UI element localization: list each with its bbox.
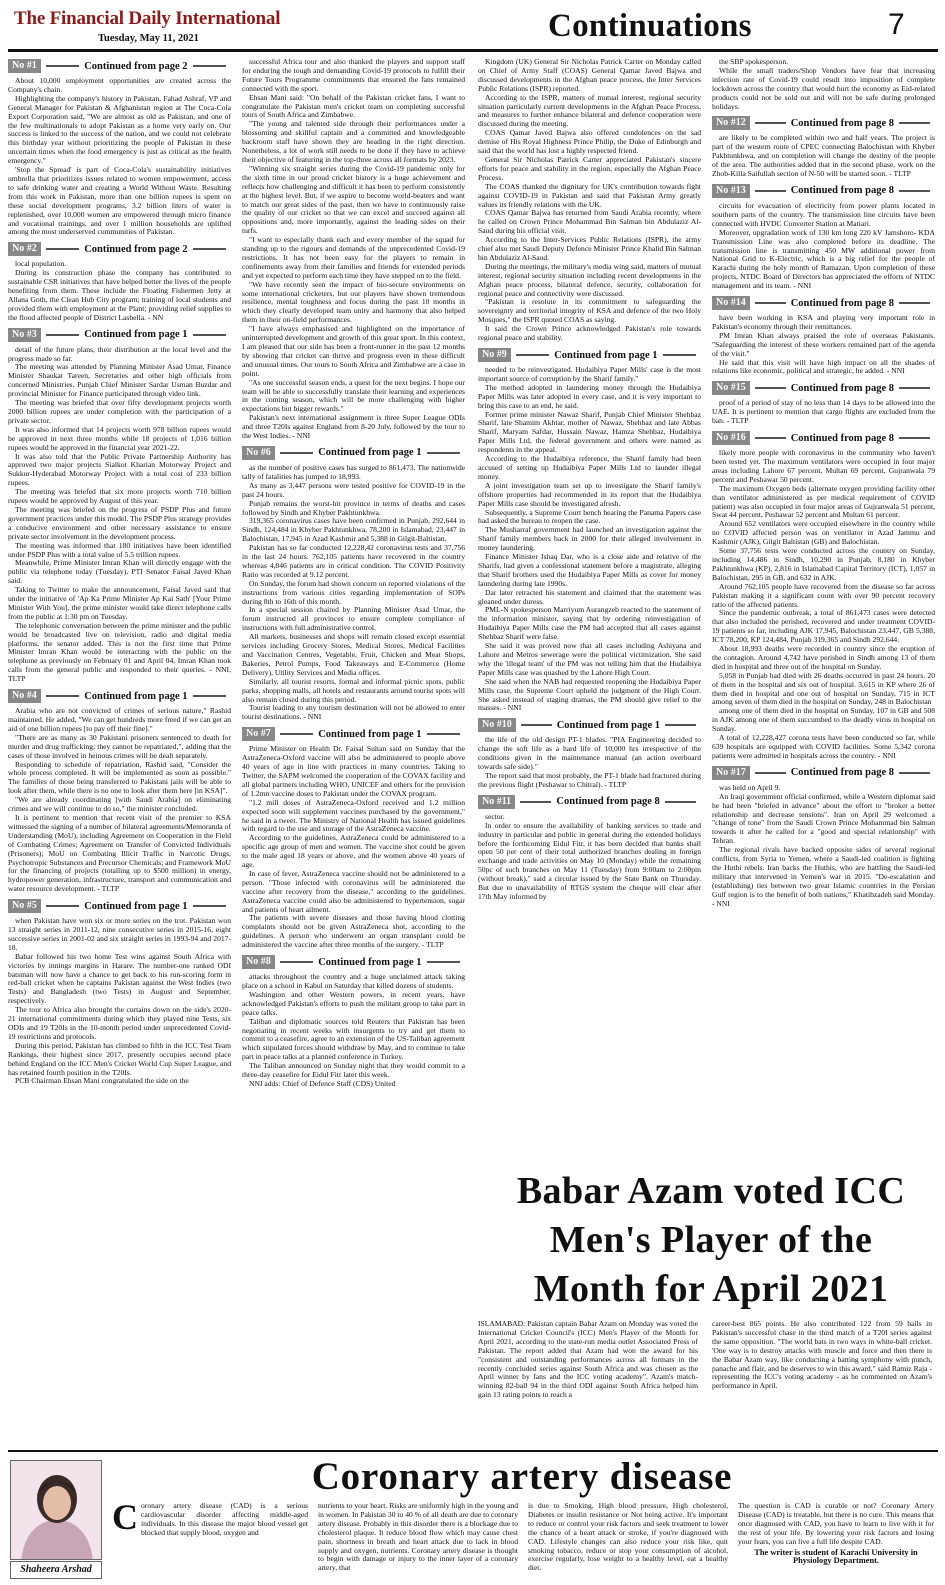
paragraph: 5,058 in Punjab had died with 26 deaths occurred in past 24 hours. 20 of them in the hospital and six out of hospital. 3,615 in KP where 26 of them died in hospital and one out of hospital on Sunday, 715 in ICT among seven of them died in the hospital on Sunday, 248 in Balochistan bbox=[712, 670, 935, 707]
paragraph: detail of the future plans, their distribution at the local level and the progress made so far. bbox=[8, 344, 231, 363]
paragraph: According to the guidelines, AstraZeneca could be administered to a specific age group of men and women. The vaccine shot could be given to the male aged 18 years or above, and the women above 40 years of age. bbox=[242, 833, 465, 870]
paragraph: Moreover, upgradation work of 130 km long 220 kV Jamshoro- KDA Transmission Line was also completed before its deadline. The transmission line is transmitting 450 MW additional power from National Grid to K-Electric, which is a big relief for the people of Karachi during the holy month of Ramazan. Upon completion of these projects, NTDC Board of Directors has appreciated the efforts of NTDC management and its team. - NNI bbox=[712, 227, 935, 291]
paragraph: Responding to schedule of repatriation, Rashid said, "Consider the whole process completed. It will be implemented as soon as possible." The families of those being transferred to Pakistani jails will be able to look after them, while there is no one to look after them here [in KSA]". bbox=[8, 759, 231, 796]
paragraph: A total of 12,228,427 corona tests have been conducted so far, while 639 hospitals are equipped with COVID facilities. Some 5,342 corona patients were admitted in hospitals across the country. - NNI bbox=[712, 733, 935, 760]
author-photo bbox=[10, 1460, 102, 1560]
continued-label: Continued from page 1 bbox=[84, 329, 188, 341]
section-tag: No #6 bbox=[242, 446, 275, 460]
section-tag: No #12 bbox=[712, 116, 750, 130]
continued-label: Continued from page 1 bbox=[84, 900, 188, 912]
header-rule bbox=[899, 772, 930, 774]
column-3 bbox=[478, 58, 701, 1163]
paragraph: Former prime minister Nawaz Sharif, Punjab Chief Minister Shehbaz Sharif, late Shamim Akhtar, mother of Nawaz, Shehbaz and late Abbas Sharif, Maryam Safdar, Hussain Nawaz, Hamza Shehbaz, Hudaibiya Paper Mills Ltd, the federal government and others were named as respondents in the appeal. bbox=[478, 409, 701, 455]
section-header bbox=[8, 58, 231, 74]
story-section bbox=[712, 380, 935, 426]
cad-column-3: is due to Smoking, High blood pressure, High cholesterol, Diabetes or insulin resistance or Not being active. It's important to reduce or control your risk factors and seek treatment to lower the chance of a heart attack or stroke, if you're diagnosed with CAD. Lifestyle changes can also reduce your risk like, quit smoking tobacco, reduce or stop your consumption of alcohol, exercise regularly, lose weight to a healthy level, eat a healthy diet. bbox=[528, 1502, 728, 1573]
paragraph: It is pertinent to mention that recent visit of the premier to KSA witnessed the signing of a number of bilateral agreements/Memoranda of Understanding (MoU), including Agreement on Cooperation in the Field of Combating Crimes; Agreement on Transfer of Convicted Individuals (Prisoners); MoU on Combating Illicit Traffic in Narcotic Drugs, Psychotropic Substances and Precursor Chemicals; and Framework MoU for the financing of projects (totalling up to $500 million) in energy, hydropower generation, infrastructure, transport and communication and water resource development. - TLTP bbox=[8, 812, 231, 894]
paragraph: The meeting was briefed on the progress of PSDP Plus and future government practices under this model. The PSDP Plus strategy provides a conducive environment and other necessary assistance to ensure private sector involvement in the development process. bbox=[8, 504, 231, 541]
story-section bbox=[478, 794, 701, 902]
story-body bbox=[478, 366, 701, 713]
header-rule bbox=[521, 724, 552, 726]
paragraph: are likely to be completed within two and half years. The project is part of the western route of CPEC connecting Balochistan with Khyber Pakhtunkhwa, and on completion will change the destiny of the people of the area. The authorities added that in the second phase, work on the Zhob-Killa Saifullah section of N-50 will be started soon. - TLTP bbox=[712, 133, 935, 179]
header-rule bbox=[755, 387, 786, 389]
story-section bbox=[712, 430, 935, 761]
paragraph: She said it was proved now that all cases including Ashiyana and Lahore and Metros sewerage were the political victimization. She said why the 'illegal team' of the PM was not telling him that the Hudaibiya Paper Mills case was quashed by the Lahore High Court. bbox=[478, 641, 701, 677]
section-tag: No #7 bbox=[242, 727, 275, 741]
continued-label: Continued from page 8 bbox=[790, 432, 895, 444]
paragraph: Some 37,756 tests were conducted across the country on Sunday, including 14,486 in Sindh, 10,290 in Punjab, 8,180 in Khyber Pakhtunkhwa (KP), 2,816 in Islamabad Capital Territory (ICT), 1,057 in Balochistan, 295 in GB, and 632 in AJK. bbox=[712, 546, 935, 582]
header-rule bbox=[193, 695, 226, 697]
continued-label: Continued from page 1 bbox=[318, 956, 422, 968]
cad-text: The question is CAD is curable or not? Coronary Artery Disease (CAD) is treatable, but there is no cure. This means that once diagnosed with CAD, you have to learn to live with it for the rest of your life. By lowering your risk factors and losing your fears, you can live a full life despite CAD. bbox=[738, 1502, 934, 1546]
story-body bbox=[712, 134, 935, 179]
paragraph: Similarly, all tourist resorts, formal and informal picnic spots, public parks, shopping malls, all hotels and restaurants around tourist spots will also remain closed during this period. bbox=[242, 676, 465, 704]
paragraph: "Winning six straight series during the Covid-19 pandemic only for the sixth time in our proud cricket history is a huge achievement and reflects how challenging and difficult it has been to perform consistently at the highest level. But, if we aspire to become world-beaters and want to match our great sides of the past, then we have to continuously raise the quality of our cricket so that we can excel and succeed against all oppositions and, more importantly, against the leading sides on their turfs. bbox=[242, 163, 465, 236]
paragraph: COAS Qamar Javed Bajwa also offered condolences on the sad demise of His Royal Highness Prince Philip, the Duke of Edinburgh and said that the world has lost a highly respected friend. bbox=[478, 128, 701, 156]
paragraph: Tourist leading to any tourism destination will not be allowed to enter tourist destinations. - NNI bbox=[242, 703, 465, 722]
paragraph: sector. bbox=[485, 811, 505, 821]
continued-label: Continued from page 1 bbox=[556, 719, 661, 731]
story-body bbox=[712, 399, 935, 426]
story-section bbox=[712, 765, 935, 909]
cad-column-2: nutrients to your heart. Risks are uniformly high in the young and in women. In Pakistan 30 to 40 % of all death are due to coronary artery disease. Probably in this disorder there is a blockage due to cholesterol plaque. It reduce blood flow which may cause chest pain, shortness in breath and heart attack due to lack in blood supply and oxygen, nutrients. Coronary artery disease is thought to begin with damage or injury to the inner layer of a coronary artery, that bbox=[318, 1502, 518, 1573]
cad-text: oronary artery disease (CAD) is a serious cardiovascular disorder affecting middle-aged individuals. In this disease the major blood vessel get blocked that supply blood, oxygen and bbox=[141, 1502, 308, 1537]
paragraph: The Musharraf government had launched an investigation against the Sharif family members back in 2000 for their alleged involvement in money laundering. bbox=[478, 525, 701, 553]
paragraph: Taliban and diplomatic sources told Reuters that Pakistan has been negotiating in recent weeks with insurgents to try and get them to commit to a ceasefire, agree to an extension of the US-Taliban agreement which stipulated forces should withdraw by May, and to continue to take part in peace talks at a planned conference in Turkey. bbox=[242, 1016, 465, 1062]
header-rule bbox=[899, 190, 930, 192]
column-4 bbox=[712, 58, 935, 1163]
continued-label: Continued from page 1 bbox=[318, 728, 422, 740]
paragraph: The regional rivals have backed opposite sides of several regional conflicts, from Syria to Yemen, where a Saudi-led coalition is fighting the Huthi rebels. Iran backs the Huthis, who are battling the Saudi-led military that intervened in Yemen's war in 2015. "De-escalation and (establishing) ties between two great Islamic countries in the Persian Gulf region is to the benefit of both nations," Khatibzadeh said Monday. - NNI bbox=[712, 845, 935, 908]
header-rule bbox=[46, 334, 79, 336]
section-tag: No #11 bbox=[478, 795, 515, 809]
paragraph: "We are already coordinating [with Saudi Arabia] on eliminating crimes and we will continue to do so," the minister concluded. bbox=[8, 795, 231, 814]
continued-label: Continued from page 8 bbox=[790, 117, 895, 129]
paragraph: In order to ensure the availability of banking services to trade and industry in particular and public in general during the extended holidays before the forthcoming Eidul Fitr, it has been decided that banks shall open 50 per cent of their total authorized branches dealing in foreign exchange and trade activities on May 10 (Monday) while the remaining 50pc of such branches on May 11 (Tuesday) from 9:00am to 2:00pm (without break)," said a circular issued by the State Bank on Thursday. But due to unavailability of RTGS system the cheque will clear after 17th May informed by bbox=[478, 820, 701, 901]
masthead-rule bbox=[8, 49, 938, 52]
header-rule bbox=[755, 190, 786, 192]
section-header bbox=[8, 688, 231, 704]
section-header bbox=[712, 115, 935, 131]
header-rule bbox=[46, 248, 79, 250]
story-section bbox=[712, 58, 935, 111]
paragraph: "As one successful season ends, a quest for the next begins. I hope our team will be able to successfully translate their learning and experiences in the coming season, which will be more challenging with higher expectations but bigger rewards." bbox=[242, 377, 465, 414]
story-body bbox=[8, 346, 231, 684]
masthead bbox=[8, 6, 938, 54]
paragraph: About 10,000 employment opportunities are created across the Company's chain. bbox=[8, 76, 231, 94]
paragraph: Meanwhile, Prime Minister Imran Khan will directly engage with the public via telephone today (Tuesday), PTI Senator Faisal Javed Khan said. bbox=[8, 558, 231, 586]
section-tag: No #4 bbox=[8, 689, 41, 703]
section-header bbox=[478, 794, 701, 810]
paragraph: The Taliban announced on Sunday night that they would commit to a three-day ceasefire for Eidul Fitr later this week. bbox=[242, 1061, 465, 1080]
paragraph: The maximum Oxygen beds (alternate oxygen providing facility other than ventilator administered as per medical requirement of COVID patient) was also occupied in four major areas of Gujranwala 51 percent, Swat 44 percent, Peshawar 52 percent and Multan 61 percent. bbox=[712, 483, 935, 520]
column-2 bbox=[242, 58, 465, 1448]
cad-column-4 bbox=[738, 1502, 934, 1582]
story-section bbox=[712, 183, 935, 291]
paragraph: Pakistan's next international assignment is three Super League ODIs and three T20Is against England from 8-20 July, followed by the tour to the West Indies. - NNI bbox=[242, 413, 465, 441]
header-rule bbox=[663, 354, 696, 356]
drop-cap: C bbox=[112, 1502, 138, 1537]
header-rule bbox=[193, 905, 226, 907]
paragraph: Prime Minister on Health Dr. Faisal Sultan said on Sunday that the AstraZeneca-Oxford vaccine will also be administered to people above 40 years of age in line with practices in many countries. Taking to Twitter, the SAPM welcomed the cooperation of the COVAX facility and all global partners including WHO, UNICEF and others for the provision of 1.2mn vaccine doses to Pakistan under the COVAX program. bbox=[242, 744, 465, 798]
paragraph: All markets, businesses and shops will remain closed except essential services including Grocery Stores, Medical Stores, Medical Facilities and Vaccination Centres, Vegetable, Fruit, Chicken and Meat Shops, Bakeries, Petrol Pumps, Food Takeaways and E-Commerce (Home Delivery), Utility Services and Media offices. bbox=[242, 632, 465, 677]
header-rule bbox=[427, 961, 460, 963]
paragraph: the SBP spokesperson. bbox=[719, 58, 789, 66]
header-rule bbox=[280, 961, 313, 963]
paragraph: The telephonic conversation between the prime minister and the public would be broadcasted live on television, radio and digital media platforms, the senator added. This is not the first time that Prime Minister Imran Khan would be interacting with the public on the telephone as previously on February 01 and April 04, Imran Khan took calls from the general public and responded to their queries. - NNI, TLTP bbox=[8, 620, 231, 684]
column-1 bbox=[8, 58, 231, 1448]
header-rule bbox=[427, 452, 460, 454]
paragraph: Washington and other Western powers, in recent years, have acknowledged Pakistan's efforts to push the militant group to take part in peace talks. bbox=[242, 989, 465, 1017]
paragraph: "The young and talented side through their performances under a blossoming and skillful captain and a committed and knowledgeable backroom staff have shown they are heading in the right direction. Nonetheless, a lot of work still needs to be done if they have to achieve their objective of featuring in the top-three across all formats by 2023. bbox=[242, 119, 465, 164]
story-section bbox=[8, 241, 231, 322]
paragraph: the life of the old design PT-1 blades. "PIA Engineering decided to change the soft life as a hard life of 10,000 hrs irrespective of the conditions given in the maintenance manual (an action overboard towards safe side)." bbox=[478, 735, 701, 772]
story-body bbox=[478, 736, 701, 789]
paragraph: PM Imran Khan always praised the role of overseas Pakistanis. "Safeguarding the interest of these workers remained part of the agenda of the visit." bbox=[712, 330, 935, 358]
header-rule bbox=[46, 65, 79, 67]
paragraph: As many as 3,447 persons were tested positive for COVID-19 in the past 24 hours. bbox=[242, 480, 465, 499]
babar-headline bbox=[486, 1167, 936, 1314]
paragraph: The COAS thanked the dignitary for UK's contribution towards fight against COVID-19 in Pakistan and said that Pakistan Army greatly values its friendly relations with the UK. bbox=[478, 181, 701, 209]
paragraph: among one of them died in the hospital on Sunday, 107 in GB and 508 in AJK among one of them succumbed to the deadly virus in hospital on Sunday. bbox=[712, 706, 935, 734]
story-section bbox=[478, 347, 701, 713]
story-body bbox=[478, 813, 701, 902]
header-rule bbox=[427, 733, 460, 735]
paragraph: COAS Qamar Bajwa has returned from Saudi Arabia recently, where he called on Crown Prince Mohammad Bin Salman bin Abdulaziz Al-Saud during his official visit. bbox=[478, 208, 701, 236]
paragraph: Kingdom (UK) General Sir Nicholas Patrick Carter on Monday called on Chief of Army Staff (COAS) General Qamar Javed Bajwa and discussed developments in the Afghan peace process, the Inter Services Public Relations (ISPR) reported. bbox=[478, 58, 701, 93]
paragraph: attacks throughout the country and a huge unclaimed attack taking place on a school in Kabul on Saturday that killed dozens of students. bbox=[242, 972, 465, 990]
paragraph: successful Africa tour and also thanked the players and support staff for enduring the tough and demanding Covid-19 protocols to fulfill their Future Tours Programme commitments that ensured the fans remained connected with the sport. bbox=[242, 58, 465, 93]
paragraph: The report said that most probably, the PT-1 blade had fractured during the previous flight (Peshawar to Chitral). - TLTP bbox=[478, 770, 701, 789]
story-body bbox=[8, 707, 231, 894]
section-header bbox=[242, 726, 465, 742]
paragraph: The meeting was attended by Planning Minister Asad Umar, Finance Minister Shaukat Tareen, Secretaries and other high officials from concerned Ministries. Punjab Chief Minister Sardar Usman Buzdar and provincial Minister for Finance participated through video link. bbox=[8, 362, 231, 399]
paragraph: The tour to Africa also brought the curtains down on the side's 2020-21 international commitments during which they played nine Tests, six ODIs and 19 T20Is in the 10-month period under unprecedented Covid-19 restrictions and protocols. bbox=[8, 1005, 231, 1041]
paragraph: have been working in KSA and playing very important role in Pakistan's economy through their remittances. bbox=[712, 313, 935, 331]
paragraph: Subsequently, a Supreme Court bench hearing the Panama Papers case had asked the bureau to reopen the case. bbox=[478, 507, 701, 526]
paragraph: "I have always emphasised and highlighted on the importance of uninterrupted development and growth of this great sport. In this context, I am pleased that our side has been a front-runner in the past 12 months by showing that cricket can thrive and progress even in these difficult and unusual times. Our tours to South Africa and Zimbabwe are a case in point. bbox=[242, 324, 465, 378]
paragraph: Babar followed his two home Test wins against South Africa with victories by innings margins in Harare. The number-one ranked ODI batsman will now have a chance to get back to his run-scoring form in red-ball cricket when he captains Pakistan against the West Indies (two Tests) and Bangladesh (two Tests) in August and September, respectively. bbox=[8, 951, 231, 1006]
story-body bbox=[242, 58, 465, 441]
paragraph: Around 762,105 people have recovered from the disease so far across Pakistan making it a significant count with over 90 percent recovery ratio of the affected patients. bbox=[712, 581, 935, 609]
story-section bbox=[242, 954, 465, 1089]
header-rule bbox=[520, 801, 551, 803]
continued-label: Continued from page 1 bbox=[554, 349, 658, 361]
section-tag: No #13 bbox=[712, 184, 750, 198]
paragraph: He said that this visit will have high impact on all the shades of relations like economic, political and strategic, he added. - NNI bbox=[712, 357, 935, 376]
story-body bbox=[242, 745, 465, 950]
paragraph: It was also told that the Public Private Partnership Authority has approved two major projects Sialkot Kharian Motorway Project and Sukkur-Hyderabad Motorway Project with a total cost of 233 billion rupees. bbox=[8, 451, 231, 488]
section-header bbox=[8, 898, 231, 914]
paragraph: According to the Hudaibiya reference, the Sharif family had been accused of setting up Hudaibiya Paper Mills Ltd to launder illegal money. bbox=[478, 454, 701, 481]
story-section bbox=[8, 58, 231, 237]
paragraph: Ehsan Mani said: "On behalf of the Pakistan cricket fans, I want to congratulate the Pakistan men's cricket team on completing successful tours of South Africa and Zimbabwe. bbox=[242, 92, 465, 120]
paragraph: The meeting was informed that 180 initiatives have been identified under PSDP Plus with a total value of 5.5 trillion rupees. bbox=[8, 540, 231, 559]
paragraph: Dar later retracted his statement and claimed that the statement was gleaned under duress. bbox=[478, 587, 701, 606]
paragraph: She said when the NAB had requested reopening the Hudaibiya Paper Mills case, the Supreme Court upheld the judgment of the High Court. She asked instead of staging dramas, the PM should give relief to the masses. - NNI bbox=[478, 676, 701, 713]
header-rule bbox=[665, 724, 696, 726]
section-tag: No #8 bbox=[242, 955, 275, 969]
story-body bbox=[8, 77, 231, 237]
issue-date: Tuesday, May 11, 2021 bbox=[98, 33, 199, 44]
section-title: Continuations bbox=[548, 8, 752, 44]
section-header bbox=[478, 717, 701, 733]
paragraph: local population. bbox=[15, 259, 67, 269]
continued-label: Continued from page 1 bbox=[84, 690, 188, 702]
header-rule bbox=[755, 772, 786, 774]
story-section bbox=[242, 58, 465, 441]
paragraph: According to the ISPR, matters of mutual interest, regional security situation particularly current developments in the Afghan Peace Process, and measures to further enhance bilateral and defence cooperation were discussed during the meeting. bbox=[478, 92, 701, 129]
paragraph: Arabia who are not convicted of crimes of serious nature," Rashid maintained. He added, "We can get hundreds more freed if we can get an aid of one billion rupees [to pay off their fine]." bbox=[8, 706, 231, 733]
headline-line: Month for April 2021 bbox=[533, 1268, 889, 1310]
headline-line: Babar Azam voted ICC bbox=[516, 1170, 906, 1212]
paragraph: On Sunday, the forum had shown concern on reported violations of the instructions from various cities regarding implementation of SOPs during 8th to 16th of this month. bbox=[242, 578, 465, 606]
section-header bbox=[712, 380, 935, 396]
story-section bbox=[478, 58, 701, 343]
paragraph: Since the pandemic outbreak, a total of 861,473 cases were detected that also included the perished, recovered and under treatment COVID-19 patients so far, including AJK 17,945, Balochistan 23,447, GB 5,388, ICT 78,200, KP 124,484, Punjab 319,365 and Sindh 292,644. bbox=[712, 608, 935, 645]
section-header bbox=[712, 430, 935, 446]
story-body bbox=[242, 973, 465, 1089]
story-section bbox=[712, 295, 935, 376]
author-portrait-icon bbox=[11, 1461, 102, 1560]
section-tag: No #14 bbox=[712, 296, 750, 310]
paragraph: According to the Inter-Services Public Relations (ISPR), the army chief also met Saudi Deputy Defence Minister Prince Khalid Bin Salman bin Abdulaziz Al-Saud. bbox=[478, 235, 701, 262]
paragraph: 319,365 coronavirus cases have been confirmed in Punjab, 292,644 in Sindh, 124,484 in Khyber Pakhtunkhwa, 78,200 in Islamabad, 23,447 in Balochistan, 17,945 in Azad Kashmir and 5,388 in Gilgit-Baltistan. bbox=[242, 516, 465, 544]
story-body bbox=[242, 464, 465, 722]
story-body bbox=[478, 58, 701, 343]
section-header bbox=[712, 765, 935, 781]
section-tag: No #1 bbox=[8, 59, 41, 73]
story-body bbox=[8, 260, 231, 322]
continued-label: Continued from page 8 bbox=[790, 767, 895, 779]
cad-headline: Coronary artery disease bbox=[311, 1455, 733, 1498]
section-tag: No #5 bbox=[8, 899, 41, 913]
header-rule bbox=[280, 733, 313, 735]
section-header bbox=[8, 241, 231, 257]
paragraph: "1.2 mill doses of AstraZeneca-Oxford received and 1.2 million expected soon will supplement vaccines purchased by the government," he said in a tweet. The Ministry of National Health has issued guidelines with regard to the use and storage of the AstraZeneca vaccine. bbox=[242, 797, 465, 834]
paragraph: The meeting was briefed that six more projects worth 710 billion rupees would be approved by August of this year. bbox=[8, 487, 231, 506]
section-header bbox=[242, 445, 465, 461]
section-header bbox=[478, 347, 701, 363]
section-header bbox=[712, 183, 935, 199]
header-rule bbox=[899, 437, 930, 439]
headline-line: Men's Player of the bbox=[549, 1219, 873, 1261]
paragraph: "We have recently seen the impact of bio-secure environments on some international cricketers, but our players have shown tremendous resilience, mental toughness and focus during the past 10 months in which they clearly developed team unity and harmony that also helped them in their on-field performances. bbox=[242, 279, 465, 325]
paragraph: During this period, Pakistan has climbed to fifth in the ICC Test Team Rankings, their highest since 2017, presently occupies second place behind England on the ICC Men's Cricket World Cup Super League, and has retained fourth position in the T20Is. bbox=[8, 1040, 231, 1077]
section-header bbox=[712, 295, 935, 311]
story-section bbox=[712, 115, 935, 179]
story-body bbox=[712, 449, 935, 761]
header-rule bbox=[193, 65, 226, 67]
header-rule bbox=[755, 122, 786, 124]
story-section bbox=[8, 898, 231, 1086]
story-body bbox=[712, 58, 935, 111]
newspaper-brand: The Financial Daily International bbox=[14, 8, 281, 29]
paragraph: was held on April 9. bbox=[719, 782, 781, 792]
paragraph: Finance Minister Ishaq Dar, who is a close aide and relative of the Sharifs, had given a confessional statement before a magistrate, alleging that Sharif brothers used the Hudaibiya Paper Mills as cover for money laundering during late 1990s. bbox=[478, 552, 701, 588]
paragraph: Pakistan has so far conducted 12,228,42 coronavirus tests and 37,756 in the last 24 hours. 762,105 patients have recovered in the country whereas 4,846 patients are in critical condition. The COVID Positivity Ratio was recorded at 9.12 percent. bbox=[242, 543, 465, 579]
paragraph: It said the Crown Prince acknowledged Pakistan's role towards regional peace and stability. bbox=[478, 324, 701, 343]
continued-label: Continued from page 8 bbox=[790, 185, 895, 197]
header-rule bbox=[46, 695, 79, 697]
header-rule bbox=[280, 452, 313, 454]
paragraph: While the small traders/Shop Vendors have fear that increasing infection rate of Covid-19 could result into imposition of complete lockdown across the country that would hurt the economy as Eid-related products could not be sold out and will not be safe during prolonged holidays. bbox=[712, 65, 935, 111]
paragraph: "There are as many as 30 Pakistani prisoners sentenced to death for murder and drug trafficking; they cannot be repatriated,", adding that the cases of those involved in heinous crimes will be dealt separately. bbox=[8, 732, 231, 760]
author-name: Shaheera Arshad bbox=[10, 1561, 102, 1579]
story-section bbox=[242, 726, 465, 950]
paragraph: The meeting was briefed that over fifty development projects worth 2000 billion rupees are under completion with the participation of a private sector. bbox=[8, 398, 231, 425]
continued-label: Continued from page 2 bbox=[84, 243, 188, 255]
paragraph: General Sir Nicholas Patrick Carter appreciated Pakistan's sincere efforts for peace and stability in the region, especially the Afghan Peace Process. bbox=[478, 154, 701, 182]
story-body bbox=[712, 784, 935, 909]
paragraph: 'Stop the Spread' is part of Coca-Cola's sustainability initiatives umbrella that prioritizes issues related to women empowerment, access to safe drinking water and creating a World Without Waste. Resulting from this work in Pakistan, more than one billion rupees is spent on these social development programs, 3.2 billion liters of water is replenished, over 10,000 women are empowered through micro finance and vocational trainings, and over 1 million households are uplifted among the most underserved communities of Pakistan. bbox=[8, 165, 231, 237]
paragraph: "I want to especially thank each and every member of the squad for standing up to the rigours and demands of the unprecedented Covid-19 restrictions. It has not been easy for the players to remain in confinements away from their families and friends for extended periods and yet expected to perform each time they have stepped on to the field. bbox=[242, 235, 465, 280]
story-section bbox=[242, 445, 465, 722]
cad-rule bbox=[8, 1450, 938, 1452]
paragraph: likely more people with coronavirus in the community who haven't been tested yet. The maximum ventilators were occupied in four major areas including Lahore 67 percent, Multan 69 percent, Gujranwala 79 percent and Peshawar 50 percent. bbox=[712, 448, 935, 484]
paragraph: Taking to Twitter to make the announcement, Faisal Javed said that under the initiative of 'Ap Ka Prime Minister Ap Kai Sath' [Your Prime Minister With You], the prime minister would take direct telephone calls from the public at 1:30 pm on Tuesday. bbox=[8, 585, 231, 621]
paragraph: About 18,993 deaths were recorded in country since the eruption of the contagion. Around 4,742 have perished in Sindh among 13 of them died in hospital and three out of the hospital on Sunday. bbox=[712, 644, 935, 671]
section-tag: No #16 bbox=[712, 431, 750, 445]
section-tag: No #10 bbox=[478, 718, 516, 732]
continued-label: Continued from page 8 bbox=[790, 382, 895, 394]
paragraph: needed to be reinvestigated. Hudaibiya Paper Mills' case is the most important source of corruption by the Sharif family." bbox=[478, 365, 701, 383]
continued-label: Continued from page 1 bbox=[318, 447, 422, 459]
header-rule bbox=[193, 334, 226, 336]
paragraph: Around 652 ventilators were occupied elsewhere in the country while no COVID affected person was on ventilator in Azad Jammu and Kashmir (AJK), Gilgit Baltistan (GB) and Balochistan. bbox=[712, 519, 935, 547]
story-body bbox=[712, 314, 935, 376]
section-tag: No #15 bbox=[712, 381, 750, 395]
header-rule bbox=[46, 905, 79, 907]
section-tag: No #9 bbox=[478, 348, 511, 362]
babar-column-2: career-best 865 points. He also contributed 122 from 59 balls in Pakistan's successful chase in the third match of a T20I series against the same opposition. "The world bats in two ways in white-ball cricket. 'One way is to destroy attacks with muscle and force and then there is the Babar Azam way, like conducting a batting symphony with punch, panache and flair, and he deserves to win this award," said Ramiz Raja - representing the ICC's voting academy - as he commented on Azam's performance in April. bbox=[712, 1320, 932, 1391]
paragraph: A joint investigation team set up to investigate the Sharif family's offshore properties had recommended in its report that the Hudaibiya Paper Mills case should be investigated afresh. bbox=[478, 480, 701, 508]
story-section bbox=[8, 688, 231, 894]
header-rule bbox=[193, 248, 226, 250]
paragraph: circuits for evacuation of electricity from power plants located in southern parts of the country. The transmission line circuits have been connected with HVDC Converter Station at Matiari. bbox=[712, 200, 935, 228]
paragraph: proof of a period of stay of no less than 14 days to be allowed into the UAE. It is pertinent to mention that cargo flights are excluded from the ban. - TLTP bbox=[712, 398, 935, 426]
paragraph: During its construction phase the company has contributed to sustainable CSR initiatives that have helped better the lives of the people benefiting from them. These include the Floating Fishermen Jetty at Allana Goth, the Clean Hub City program; training of local students and provided them with employment at the Plant; providing relief supplies to the flood affected people of District Lasbella. - NN bbox=[8, 268, 231, 322]
continued-label: Continued from page 8 bbox=[556, 796, 660, 808]
paragraph: During the meetings, the military's media wing said, matters of mutual interest, regional security situation including recent developments in the Afghan peace process, bilateral defence, security, collaboration for regional peace and connectivity were discussed. bbox=[478, 261, 701, 298]
header-rule bbox=[755, 437, 786, 439]
header-rule bbox=[899, 122, 930, 124]
paragraph: The method adopted in laundering money through the Hudaibiya Paper Mills was later adopted in every case, and it is very important to bring this case to an end, he said. bbox=[478, 382, 701, 410]
paragraph: when Pakistan have won six or more series on the trot. Pakistan won 13 straight series in 2011-12, nine consecutive series in 2015-16, eight successive series in 2001-02 and six straight series in 1993-94 and 2017-18. bbox=[8, 916, 231, 952]
author-byline: The writer is student of Karachi University in Physiology Department. bbox=[754, 1547, 918, 1566]
story-body bbox=[712, 202, 935, 291]
paragraph: In a special session chaired by Planning Minister Asad Umar, the forum instructed all provinces to ensure complete compliance of instructions with full administrative control. bbox=[242, 605, 465, 633]
paragraph: as the number of positive cases has surged to 861,473. The nationwide tally of fatalities has jumped to 18,993. bbox=[242, 462, 465, 481]
story-section bbox=[8, 327, 231, 684]
section-tag: No #3 bbox=[8, 328, 41, 342]
header-rule bbox=[516, 354, 549, 356]
paragraph: PCB Chairman Ehsan Mani congratulated the side on the bbox=[15, 1076, 189, 1086]
header-rule bbox=[899, 302, 930, 304]
section-header bbox=[242, 954, 465, 970]
paragraph: It was also informed that 14 projects worth 978 billion rupees would be approved in next three months while 18 projects of 1,016 billion rupees would be approved in the financial year 2021-22. bbox=[8, 424, 231, 452]
paragraph: "Pakistan is resolute in its commitment to safeguarding the sovereignty and territorial integrity of KSA and defence of the two Holy Mosques," the ISPR quoted COAS as saying. bbox=[478, 297, 701, 325]
page-number: 7 bbox=[888, 8, 905, 41]
paragraph: PML-N spokesperson Marriyum Aurangzeb reacted to the statement of the information minister, saying that by ordering reinvestigation of Hudaibiya Paper Mills case the PM had accepted that all cases against Shehbaz Sharif were false. bbox=[478, 605, 701, 642]
cad-column-1 bbox=[112, 1502, 308, 1582]
story-body bbox=[8, 917, 231, 1086]
paragraph: Punjab remains the worst-hit province in terms of deaths and cases followed by Sindh and Khyber Pakhtunkhwa. bbox=[242, 498, 465, 517]
paragraph: The patients with severe diseases and those having blood clotting complaints should not be given AstraZeneca shot, according to the guidelines. A person who underwent an organ transplant could be administered the vaccine after three months of the surgery. - TLTP bbox=[242, 913, 465, 950]
continued-label: Continued from page 8 bbox=[790, 297, 895, 309]
header-rule bbox=[665, 801, 696, 803]
header-rule bbox=[755, 302, 786, 304]
section-tag: No #17 bbox=[712, 766, 750, 780]
paragraph: NNI adds: Chief of Defence Staff (CDS) United bbox=[249, 1078, 396, 1088]
paragraph: Highlighting the company's history in Pakistan, Fahad Ashraf, VP and General Manager for Pakistan & Afghanistan region at The Coca-Cola Export Corporation said, "We are almost as old as Pakistan, and one of the few multinationals to adopt Pakistan as a home very early on. Our success is linked to the success of the nation, and we could not celebrate this birthday year without prioritizing the people of Pakistan in these uncertain times when the food emergency is just as critical as the health emergency." bbox=[8, 93, 231, 166]
story-section bbox=[478, 717, 701, 789]
continued-label: Continued from page 2 bbox=[84, 60, 188, 72]
paragraph: In case of fever, AstraZeneca vaccine should not be administered to a person. "Those infected with coronavirus will be administered the vaccine after recovery from the disease," according to the guidelines. AstraZeneca vaccine could also be administered to hypertension, sugar and patients of heart ailment. bbox=[242, 868, 465, 914]
babar-column-1: ISLAMABAD: Pakistan captain Babar Azam on Monday was voted the International Cricket Council's (ICC) Men's Player of the Month for April 2021, according to the state-run media outlet Associated Press of Pakistan. The report added that Azam had won the award for his "consistent and outstanding performances across all formats in the recently concluded series against South Africa and was chosen as the April winner by fans and the ICC voting academy". Azam's match-winning 82-ball 94 in the third ODI against South Africa helped him gain 13 rating points to reach a bbox=[478, 1320, 698, 1400]
paragraph: An Iraqi government official confirmed, while a Western diplomat said he had been "briefed in advance" about the effort to "broker a better relationship and decrease tensions". Iran on April 29 welcomed a "change of tone" from the Saudi Crown Prince Mohammad bin Salman towards it after he called for a "good and special relationship" with Tehran. bbox=[712, 791, 935, 846]
section-header bbox=[8, 327, 231, 343]
header-rule bbox=[899, 387, 930, 389]
section-tag: No #2 bbox=[8, 242, 41, 256]
